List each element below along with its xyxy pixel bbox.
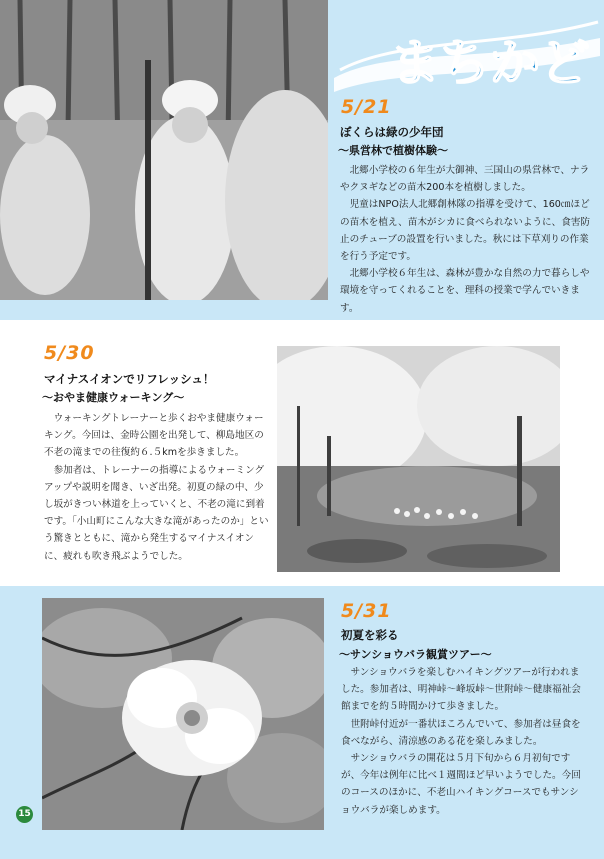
article-title: 初夏を彩る <box>341 628 399 642</box>
article-body <box>44 410 270 565</box>
photo-waterfall-walk <box>277 346 560 572</box>
paragraph: 世附峠付近が一番状ほころんでいて、参加者は昼食を食べながら、清涼感のある花を楽しみました。 <box>341 718 581 747</box>
article-subtitle: ～県営林で植樹体験～ <box>338 144 448 157</box>
paragraph: ウォーキングトレーナーと歩くおやま健康ウォーキング。今回は、金時公園を出発して、柳島地区の不老の滝までの往復約６.５kmを歩きました。 <box>44 413 264 459</box>
article-subtitle: ～おやま健康ウォーキング～ <box>42 391 185 404</box>
paragraph: サンショウバラを楽しむハイキングツアーが行われました。参加者は、明神峠～峰坂峠～世附峠～健康福祉会館までを約５時間かけて歩きました。 <box>341 667 581 713</box>
paragraph: 参加者は、トレーナーの指導によるウォーミングアップや説明を聞き、いざ出発。初夏の緑の中、少し坂がきつい林道を上っていくと、不老の滝に到着です。「小山町にこんな大きな滝があったのか」という驚きとともに、滝から発生するマイナスイオンに、疲れも吹き飛ぶようでした。 <box>44 464 269 562</box>
paragraph: サンショウバラの開花は５月下旬から６月初旬ですが、今年は例年に比べ１週間ほど早いようでした。今回のコースのほかに、不老山ハイキングコースでもサンショウバラが楽しめます。 <box>341 753 581 816</box>
photo-tree-planting <box>0 0 328 300</box>
article-date: 5/21 <box>341 96 392 118</box>
article-title: ぼくらは緑の少年団 <box>340 125 444 139</box>
article-date: 5/30 <box>44 342 95 364</box>
article-body <box>341 664 585 819</box>
page-number: 15 <box>16 806 33 823</box>
paragraph: 北郷小学校の６年生が大御神、三国山の県営林で、ナラやクヌギなどの苗木200本を植樹しました。 <box>340 165 590 194</box>
article-subtitle: ～サンショウバラ観賞ツアー～ <box>339 648 492 661</box>
logo-text: まちかど <box>390 34 590 92</box>
paragraph: 児童はNPO法人北郷創林隊の指導を受けて、160㎝ほどの苗木を植え、苗木がシカに食べられないように、食害防止のチューブの設置を行いました。秋には下草刈りの作業を行う予定です。 <box>340 199 591 263</box>
article-body <box>340 162 592 317</box>
photo-sansho-rose <box>42 598 324 830</box>
article-title: マイナスイオンでリフレッシュ！ <box>44 372 215 386</box>
article-date: 5/31 <box>341 600 392 622</box>
paragraph: 北郷小学校６年生は、森林が豊かな自然の力で暮らしや環境を守ってくれることを、理科の授業で学んでいきます。 <box>340 268 590 314</box>
machikado-logo <box>330 8 604 108</box>
